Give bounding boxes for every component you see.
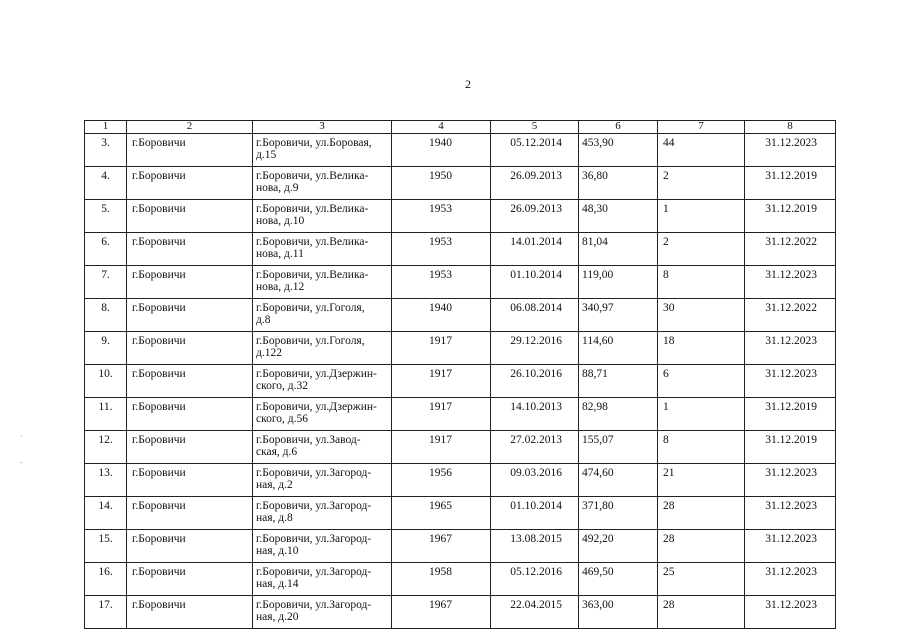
row-number-cell: 7. (85, 266, 127, 299)
address-line: г.Боровичи, ул.Завод- (256, 434, 361, 446)
term-cell: 31.12.2019 (745, 200, 836, 233)
address-line: д.15 (256, 149, 277, 161)
table-row (85, 398, 836, 431)
table-row (85, 497, 836, 530)
term-cell: 31.12.2022 (745, 299, 836, 332)
year-cell: 1958 (392, 563, 491, 596)
date-cell: 29.12.2016 (491, 332, 579, 365)
count-cell: 25 (658, 563, 745, 596)
address-line: г.Боровичи, ул.Дзержин- (256, 401, 377, 413)
address-line: ская, д.6 (256, 446, 298, 458)
row-number-cell: 12. (85, 431, 127, 464)
area-cell: 469,50 (579, 563, 658, 596)
address-cell (253, 299, 392, 332)
table-row (85, 266, 836, 299)
count-cell: 1 (658, 200, 745, 233)
column-header: 4 (392, 121, 491, 134)
area-cell: 114,60 (579, 332, 658, 365)
count-cell: 1 (658, 398, 745, 431)
address-line: д.8 (256, 314, 271, 326)
address-line: ная, д.2 (256, 479, 293, 491)
count-cell: 28 (658, 596, 745, 629)
area-cell: 363,00 (579, 596, 658, 629)
year-cell: 1917 (392, 365, 491, 398)
area-cell: 82,98 (579, 398, 658, 431)
address-line: нова, д.10 (256, 215, 305, 227)
year-cell: 1917 (392, 431, 491, 464)
column-header: 2 (127, 121, 253, 134)
city-cell: г.Боровичи (127, 497, 253, 530)
date-cell: 01.10.2014 (491, 497, 579, 530)
row-number-cell: 14. (85, 497, 127, 530)
table-row (85, 431, 836, 464)
city-cell: г.Боровичи (127, 596, 253, 629)
address-cell (253, 596, 392, 629)
city-cell: г.Боровичи (127, 431, 253, 464)
area-cell: 474,60 (579, 464, 658, 497)
table-row (85, 134, 836, 167)
date-cell: 27.02.2013 (491, 431, 579, 464)
address-line: г.Боровичи, ул.Загород- (256, 599, 372, 611)
count-cell: 30 (658, 299, 745, 332)
date-cell: 01.10.2014 (491, 266, 579, 299)
row-number-cell: 9. (85, 332, 127, 365)
count-cell: 28 (658, 497, 745, 530)
row-number-cell: 13. (85, 464, 127, 497)
table-header-row (85, 121, 836, 134)
date-cell: 09.03.2016 (491, 464, 579, 497)
row-number-cell: 8. (85, 299, 127, 332)
address-line: нова, д.9 (256, 182, 299, 194)
address-cell (253, 266, 392, 299)
area-cell: 119,00 (579, 266, 658, 299)
address-cell (253, 464, 392, 497)
count-cell: 2 (658, 233, 745, 266)
address-line: г.Боровичи, ул.Велика- (256, 203, 369, 215)
count-cell: 2 (658, 167, 745, 200)
year-cell: 1967 (392, 596, 491, 629)
year-cell: 1967 (392, 530, 491, 563)
address-cell (253, 497, 392, 530)
scan-mark: · (20, 432, 23, 441)
area-cell: 340,97 (579, 299, 658, 332)
area-cell: 88,71 (579, 365, 658, 398)
address-line: г.Боровичи, ул.Загород- (256, 500, 372, 512)
address-cell (253, 167, 392, 200)
address-cell (253, 563, 392, 596)
city-cell: г.Боровичи (127, 299, 253, 332)
scan-mark: - (20, 458, 23, 467)
year-cell: 1940 (392, 134, 491, 167)
table-row (85, 365, 836, 398)
term-cell: 31.12.2019 (745, 167, 836, 200)
table-row (85, 167, 836, 200)
address-cell (253, 398, 392, 431)
address-cell (253, 233, 392, 266)
year-cell: 1965 (392, 497, 491, 530)
row-number-cell: 11. (85, 398, 127, 431)
year-cell: 1950 (392, 167, 491, 200)
year-cell: 1917 (392, 332, 491, 365)
column-header: 8 (745, 121, 836, 134)
city-cell: г.Боровичи (127, 464, 253, 497)
date-cell: 14.10.2013 (491, 398, 579, 431)
city-cell: г.Боровичи (127, 332, 253, 365)
area-cell: 453,90 (579, 134, 658, 167)
address-cell (253, 431, 392, 464)
row-number-cell: 16. (85, 563, 127, 596)
term-cell: 31.12.2023 (745, 497, 836, 530)
column-header: 6 (579, 121, 658, 134)
city-cell: г.Боровичи (127, 167, 253, 200)
address-line: г.Боровичи, ул.Гоголя, (256, 335, 365, 347)
address-line: г.Боровичи, ул.Боровая, (256, 137, 372, 149)
city-cell: г.Боровичи (127, 398, 253, 431)
year-cell: 1953 (392, 233, 491, 266)
year-cell: 1953 (392, 200, 491, 233)
term-cell: 31.12.2023 (745, 266, 836, 299)
row-number-cell: 4. (85, 167, 127, 200)
address-line: ная, д.20 (256, 611, 299, 623)
city-cell: г.Боровичи (127, 233, 253, 266)
date-cell: 05.12.2016 (491, 563, 579, 596)
year-cell: 1953 (392, 266, 491, 299)
address-cell (253, 365, 392, 398)
address-line: г.Боровичи, ул.Гоголя, (256, 302, 365, 314)
area-cell: 371,80 (579, 497, 658, 530)
address-line: г.Боровичи, ул.Загород- (256, 467, 372, 479)
table-row (85, 332, 836, 365)
city-cell: г.Боровичи (127, 134, 253, 167)
table-row (85, 530, 836, 563)
table-body (85, 134, 836, 629)
row-number-cell: 6. (85, 233, 127, 266)
address-cell (253, 134, 392, 167)
address-line: ского, д.56 (256, 413, 309, 425)
data-table (84, 120, 836, 629)
date-cell: 13.08.2015 (491, 530, 579, 563)
term-cell: 31.12.2023 (745, 134, 836, 167)
column-header: 3 (253, 121, 392, 134)
address-line: ная, д.14 (256, 578, 299, 590)
term-cell: 31.12.2023 (745, 530, 836, 563)
count-cell: 21 (658, 464, 745, 497)
address-cell (253, 530, 392, 563)
count-cell: 6 (658, 365, 745, 398)
column-header: 7 (658, 121, 745, 134)
city-cell: г.Боровичи (127, 563, 253, 596)
address-line: г.Боровичи, ул.Велика- (256, 269, 369, 281)
area-cell: 48,30 (579, 200, 658, 233)
address-line: г.Боровичи, ул.Велика- (256, 170, 369, 182)
address-line: ского, д.32 (256, 380, 309, 392)
date-cell: 22.04.2015 (491, 596, 579, 629)
table-row (85, 233, 836, 266)
row-number-cell: 17. (85, 596, 127, 629)
table-row (85, 464, 836, 497)
city-cell: г.Боровичи (127, 365, 253, 398)
city-cell: г.Боровичи (127, 266, 253, 299)
term-cell: 31.12.2019 (745, 398, 836, 431)
date-cell: 26.09.2013 (491, 200, 579, 233)
address-line: нова, д.11 (256, 248, 304, 260)
address-line: г.Боровичи, ул.Загород- (256, 533, 372, 545)
address-line: г.Боровичи, ул.Велика- (256, 236, 369, 248)
column-header: 5 (491, 121, 579, 134)
table-row (85, 596, 836, 629)
term-cell: 31.12.2023 (745, 365, 836, 398)
address-line: нова, д.12 (256, 281, 305, 293)
count-cell: 44 (658, 134, 745, 167)
year-cell: 1940 (392, 299, 491, 332)
row-number-cell: 5. (85, 200, 127, 233)
area-cell: 492,20 (579, 530, 658, 563)
count-cell: 28 (658, 530, 745, 563)
date-cell: 26.09.2013 (491, 167, 579, 200)
address-line: ная, д.10 (256, 545, 299, 557)
address-line: д.122 (256, 347, 282, 359)
count-cell: 18 (658, 332, 745, 365)
page-number: 2 (465, 77, 471, 91)
table-row (85, 200, 836, 233)
city-cell: г.Боровичи (127, 200, 253, 233)
count-cell: 8 (658, 431, 745, 464)
term-cell: 31.12.2023 (745, 596, 836, 629)
column-header: 1 (85, 121, 127, 134)
row-number-cell: 10. (85, 365, 127, 398)
address-line: ная, д.8 (256, 512, 293, 524)
date-cell: 14.01.2014 (491, 233, 579, 266)
area-cell: 36,80 (579, 167, 658, 200)
count-cell: 8 (658, 266, 745, 299)
row-number-cell: 3. (85, 134, 127, 167)
year-cell: 1917 (392, 398, 491, 431)
date-cell: 26.10.2016 (491, 365, 579, 398)
term-cell: 31.12.2023 (745, 563, 836, 596)
area-cell: 155,07 (579, 431, 658, 464)
address-cell (253, 332, 392, 365)
area-cell: 81,04 (579, 233, 658, 266)
table-row (85, 563, 836, 596)
address-line: г.Боровичи, ул.Дзержин- (256, 368, 377, 380)
term-cell: 31.12.2023 (745, 464, 836, 497)
date-cell: 05.12.2014 (491, 134, 579, 167)
term-cell: 31.12.2019 (745, 431, 836, 464)
table-row (85, 299, 836, 332)
row-number-cell: 15. (85, 530, 127, 563)
address-line: г.Боровичи, ул.Загород- (256, 566, 372, 578)
city-cell: г.Боровичи (127, 530, 253, 563)
term-cell: 31.12.2023 (745, 332, 836, 365)
term-cell: 31.12.2022 (745, 233, 836, 266)
year-cell: 1956 (392, 464, 491, 497)
address-cell (253, 200, 392, 233)
date-cell: 06.08.2014 (491, 299, 579, 332)
